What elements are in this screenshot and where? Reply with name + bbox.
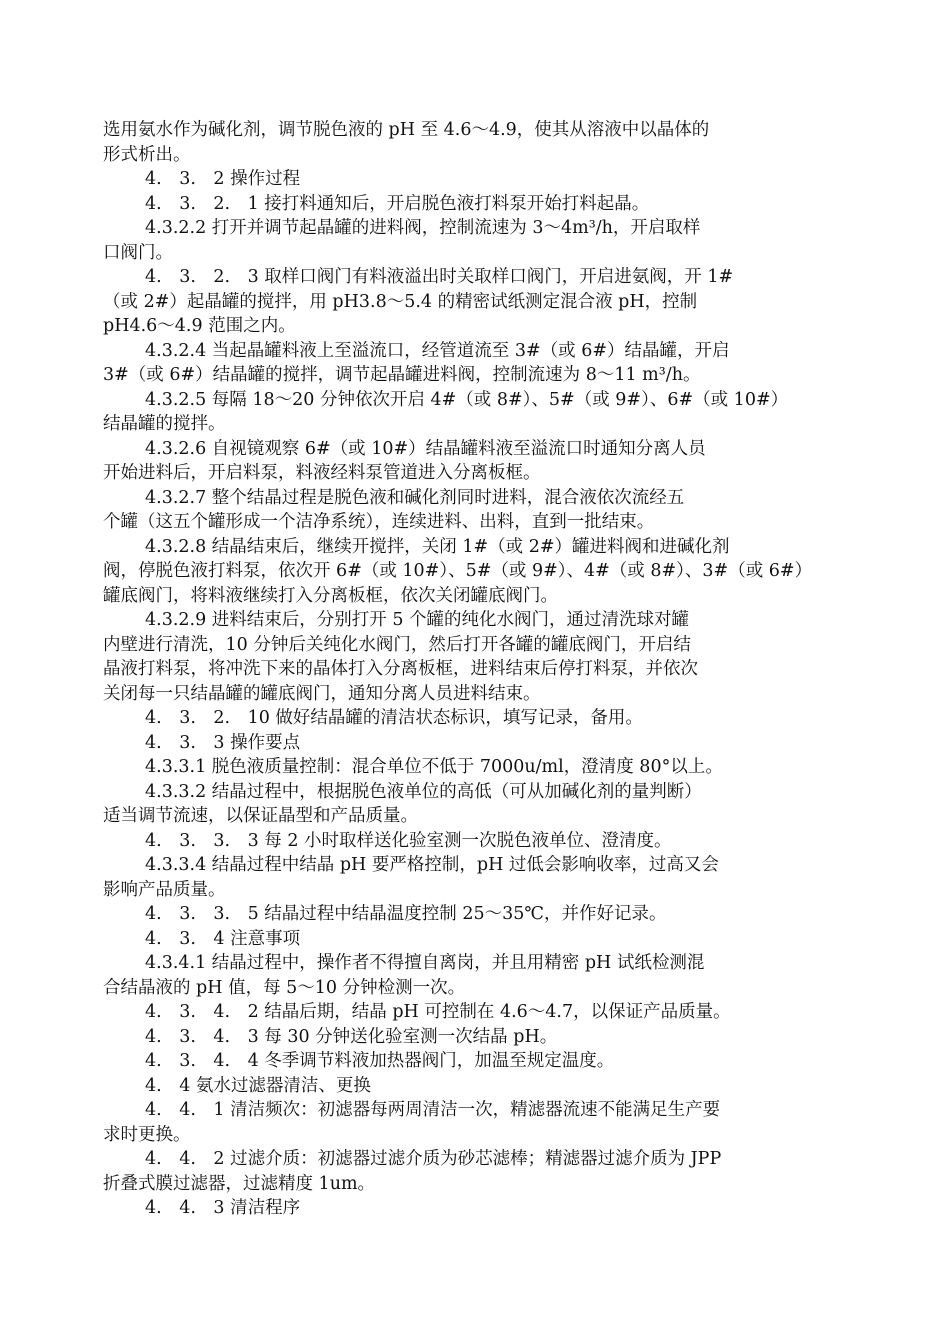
text-line: 折叠式膜过滤器，过滤精度 1um。 (103, 1173, 376, 1194)
document-body (103, 118, 838, 1221)
text-line: 4.3.2.2 打开并调节起晶罐的进料阀，控制流速为 3～4m³/h，开启取样 (145, 218, 701, 238)
text-line: 4. 3. 2. 10 做好结晶罐的清洁状态标识，填写记录，备用。 (145, 708, 643, 728)
text-line: 4. 3. 3. 5 结晶过程中结晶温度控制 25～35℃，并作好记录。 (145, 904, 667, 924)
text-line: 4. 3. 2 操作过程 (145, 169, 301, 189)
text-line: 4.3.2.5 每隔 18～20 分钟依次开启 4#（或 8#）、5#（或 9#）、6#（或 10#） (145, 389, 789, 410)
text-line: 4. 3. 4 注意事项 (145, 928, 301, 949)
text-line: 4. 4. 1 清洁频次：初滤器每两周清洁一次，精滤器流速不能满足生产要 (145, 1100, 721, 1120)
text-line: 合结晶液的 pH 值，每 5～10 分钟检测一次。 (103, 977, 466, 998)
text-line: 4. 3. 4. 2 结晶后期，结晶 pH 可控制在 4.6～4.7，以保证产品质量。 (145, 1002, 731, 1022)
text-line: （或 2#）起晶罐的搅拌，用 pH3.8～5.4 的精密试纸测定混合液 pH，控制 (103, 291, 698, 312)
text-line: 4. 3. 2. 3 取样口阀门有料液溢出时关取样口阀门，开启进氨阀，开 1# (145, 267, 734, 287)
text-line: 4. 3. 4. 3 每 30 分钟送化验室测一次结晶 pH。 (145, 1026, 558, 1047)
text-line: 4. 3. 2. 1 接打料通知后，开启脱色液打料泵开始打料起晶。 (145, 193, 650, 214)
text-line: 4.3.2.4 当起晶罐料液上至溢流口，经管道流至 3#（或 6#）结晶罐，开启 (145, 340, 730, 361)
text-line: 个罐（这五个罐形成一个洁净系统），连续进料、出料，直到一批结束。 (103, 512, 655, 532)
text-line: pH4.6～4.9 范围之内。 (103, 316, 296, 336)
text-line: 4. 4. 3 清洁程序 (145, 1198, 301, 1218)
text-line: 3#（或 6#）结晶罐的搅拌，调节起晶罐进料阀，控制流速为 8～11 m³/h。 (103, 365, 701, 385)
text-line: 4. 4. 2 过滤介质：初滤器过滤介质为砂芯滤棒；精滤器过滤介质为 JPP (145, 1149, 722, 1169)
text-line: 影响产品质量。 (103, 879, 226, 900)
text-line: 4.3.3.2 结晶过程中，根据脱色液单位的高低（可从加碱化剂的量判断） (145, 781, 702, 802)
text-line: 4.3.2.6 自视镜观察 6#（或 10#）结晶罐料液至溢流口时通知分离人员 (145, 438, 706, 459)
text-line: 4. 3. 3 操作要点 (145, 732, 301, 753)
text-line: 4.3.2.8 结晶结束后，继续开搅拌，关闭 1#（或 2#）罐进料阀和进碱化剂 (145, 536, 730, 557)
text-line: 关闭每一只结晶罐的罐底阀门，通知分离人员进料结束。 (103, 683, 541, 704)
text-line: 罐底阀门，将料液继续打入分离板框，依次关闭罐底阀门。 (103, 585, 558, 606)
text-line: 选用氨水作为碱化剂，调节脱色液的 pH 至 4.6～4.9，使其从溶液中以晶体的 (103, 120, 710, 140)
text-line: 口阀门。 (103, 242, 173, 263)
text-line: 晶液打料泵，将冲洗下来的晶体打入分离板框，进料结束后停打料泵，并依次 (103, 659, 698, 679)
text-line: 结晶罐的搅拌。 (103, 414, 226, 434)
text-line: 4.3.2.7 整个结晶过程是脱色液和碱化剂同时进料，混合液依次流经五 (145, 487, 685, 508)
text-line: 适当调节流速，以保证晶型和产品质量。 (103, 806, 418, 826)
text-line: 4.3.4.1 结晶过程中，操作者不得擅自离岗，并且用精密 pH 试纸检测混 (145, 953, 705, 973)
text-line: 4.3.3.1 脱色液质量控制：混合单位不低于 7000u/ml，澄清度 80°以上。 (145, 757, 723, 777)
text-line: 形式析出。 (103, 144, 191, 165)
text-line: 4. 3. 3. 3 每 2 小时取样送化验室测一次脱色液单位、澄清度。 (145, 830, 672, 851)
text-line: 开始进料后，开启料泵，料液经料泵管道进入分离板框。 (103, 463, 541, 483)
text-line: 内壁进行清洗，10 分钟后关纯化水阀门，然后打开各罐的罐底阀门，开启结 (103, 634, 691, 655)
text-line: 4.3.2.9 进料结束后，分别打开 5 个罐的纯化水阀门，通过清洗球对罐 (145, 610, 690, 630)
text-line: 4.3.3.4 结晶过程中结晶 pH 要严格控制，pH 过低会影响收率，过高又会 (145, 855, 719, 875)
text-line: 求时更换。 (103, 1124, 191, 1145)
text-line: 4. 4 氨水过滤器清洁、更换 (145, 1075, 371, 1096)
text-line: 阀，停脱色液打料泵，依次开 6#（或 10#）、5#（或 9#）、4#（或 8#）、3#（或 6#） (103, 561, 813, 581)
text-line: 4. 3. 4. 4 冬季调节料液加热器阀门，加温至规定温度。 (145, 1051, 615, 1071)
